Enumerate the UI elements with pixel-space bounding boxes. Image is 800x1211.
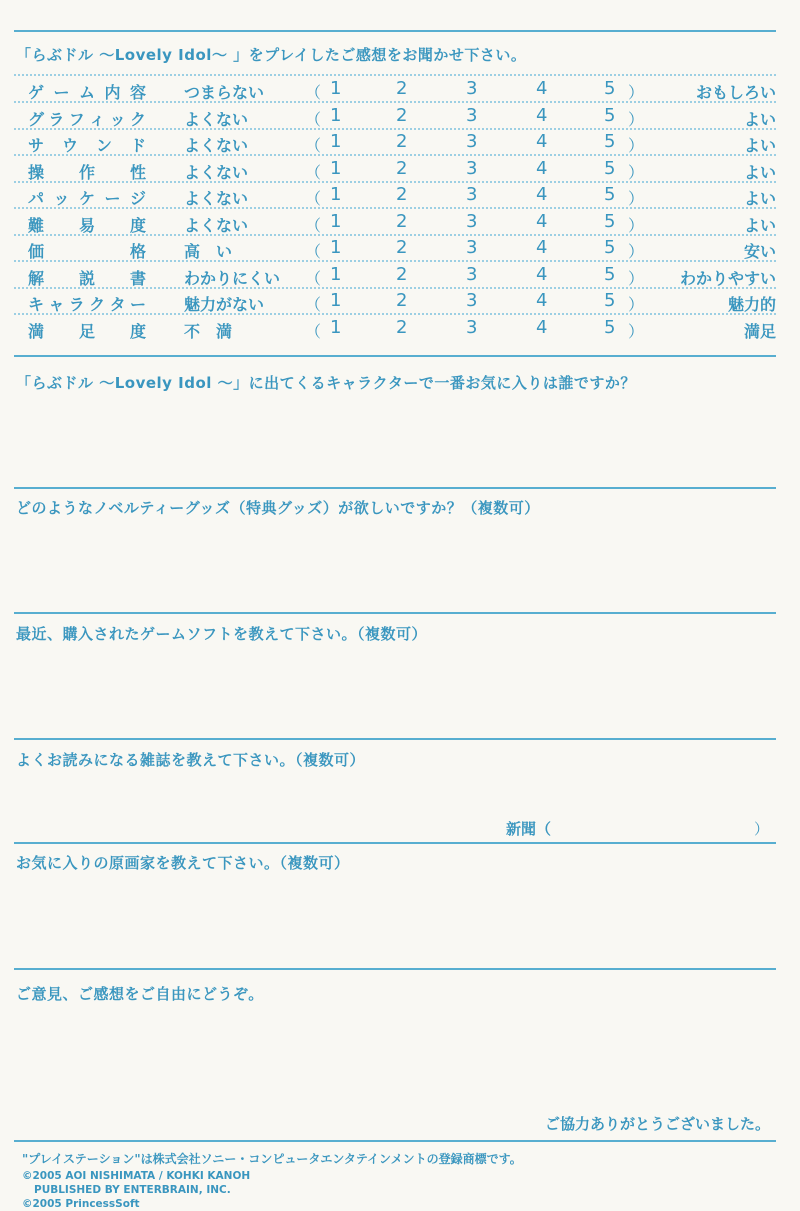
rating-row [0, 103, 800, 130]
rating-option-5[interactable]: 5 [604, 184, 616, 205]
divider-5 [14, 842, 776, 844]
paren-close: ） [628, 109, 645, 129]
rating-option-3[interactable]: 3 [466, 104, 478, 126]
paren-close: ） [628, 321, 645, 341]
paren-open: （ [305, 321, 322, 341]
rating-negative-label: よくない [184, 136, 249, 155]
rating-row [0, 288, 800, 315]
rating-negative-label: 高 い [184, 242, 233, 261]
rating-row [0, 235, 800, 262]
newspaper-label: 新聞（ [506, 820, 552, 838]
paren-open: （ [305, 295, 322, 314]
rating-option-3[interactable]: 3 [466, 290, 478, 311]
rating-option-2[interactable]: 2 [396, 237, 408, 258]
paren-close: ） [628, 162, 645, 182]
paren-close: ） [628, 83, 645, 102]
rating-category: 解 説 書 [28, 268, 146, 288]
copyright-line-3: ©2005 PrincessSoft [22, 1198, 140, 1210]
question-novelty-goods: どのようなノベルティーグッズ（特典グッズ）が欲しいですか？（複数可） [16, 499, 540, 517]
divider-3 [14, 612, 776, 614]
newspaper-close: ） [754, 820, 770, 838]
divider-6 [14, 968, 776, 970]
question-impressions: 「らぶドル 〜Lovely Idol〜 」をプレイしたご感想をお聞かせ下さい。 [16, 46, 527, 64]
rating-option-2[interactable]: 2 [396, 104, 408, 126]
rating-positive-label: よい [743, 136, 776, 155]
rating-option-5[interactable]: 5 [604, 237, 616, 258]
rating-category: 難 易 度 [28, 215, 146, 235]
rating-positive-label: 満足 [743, 321, 776, 341]
rating-option-2[interactable]: 2 [396, 290, 408, 311]
rating-category: ゲ ー ム 内 容 [28, 83, 146, 102]
rating-option-3[interactable]: 3 [466, 210, 478, 232]
rating-option-4[interactable]: 4 [536, 131, 548, 152]
rating-row [0, 182, 800, 209]
rating-option-1[interactable]: 1 [330, 210, 342, 232]
rating-option-3[interactable]: 3 [466, 263, 478, 285]
rating-option-1[interactable]: 1 [330, 316, 342, 338]
rating-category: パ ッ ケ ー ジ [28, 189, 146, 208]
rating-positive-label: よい [743, 215, 776, 235]
rating-category: 満 足 度 [28, 321, 146, 341]
paren-open: （ [305, 109, 322, 129]
divider-1 [14, 355, 776, 357]
rating-category: 価 格 [28, 242, 146, 261]
divider-2 [14, 487, 776, 489]
rating-option-3[interactable]: 3 [466, 78, 478, 99]
paren-open: （ [305, 242, 322, 261]
paren-open: （ [305, 83, 322, 102]
rating-negative-label: よくない [184, 162, 249, 182]
rating-option-2[interactable]: 2 [396, 131, 408, 152]
rating-option-1[interactable]: 1 [330, 104, 342, 126]
rating-option-3[interactable]: 3 [466, 131, 478, 152]
rating-positive-label: 魅力的 [727, 295, 776, 314]
rating-option-5[interactable]: 5 [604, 263, 616, 285]
rating-category: グ ラ フ ィ ッ ク [28, 109, 146, 129]
copyright-line-2: PUBLISHED BY ENTERBRAIN, INC. [34, 1184, 231, 1196]
rating-option-3[interactable]: 3 [466, 157, 478, 179]
rating-positive-label: 安い [743, 242, 776, 261]
rating-option-3[interactable]: 3 [466, 237, 478, 258]
thanks-message: ご協力ありがとうございました。 [544, 1115, 770, 1133]
paren-close: ） [628, 189, 645, 208]
rating-negative-label: わかりにくい [184, 268, 281, 288]
rating-row [0, 76, 800, 103]
rating-negative-label: よくない [184, 189, 249, 208]
rating-option-4[interactable]: 4 [536, 316, 548, 338]
rating-negative-label: 不 満 [184, 321, 233, 341]
rating-positive-label: よい [743, 109, 776, 129]
question-comments: ご意見、ご感想をご自由にどうぞ。 [16, 985, 264, 1003]
rating-negative-label: つまらない [184, 83, 265, 102]
rating-option-1[interactable]: 1 [330, 290, 342, 311]
rating-option-1[interactable]: 1 [330, 131, 342, 152]
rating-option-5[interactable]: 5 [604, 131, 616, 152]
paren-open: （ [305, 136, 322, 155]
rating-option-5[interactable]: 5 [604, 157, 616, 179]
rating-option-2[interactable]: 2 [396, 78, 408, 99]
rating-option-1[interactable]: 1 [330, 157, 342, 179]
paren-close: ） [628, 295, 645, 314]
rating-option-2[interactable]: 2 [396, 184, 408, 205]
question-illustrators: お気に入りの原画家を教えて下さい。（複数可） [16, 854, 350, 872]
rating-option-5[interactable]: 5 [604, 104, 616, 126]
rating-negative-label: よくない [184, 109, 249, 129]
rating-option-5[interactable]: 5 [604, 78, 616, 99]
rating-row [0, 209, 800, 236]
question-magazines: よくお読みになる雑誌を教えて下さい。（複数可） [16, 751, 366, 769]
top-divider [14, 30, 776, 32]
rating-option-3[interactable]: 3 [466, 184, 478, 205]
rating-option-5[interactable]: 5 [604, 210, 616, 232]
paren-open: （ [305, 215, 322, 235]
rating-option-1[interactable]: 1 [330, 78, 342, 99]
rating-positive-label: わかりやすい [679, 268, 776, 288]
rating-row [0, 156, 800, 183]
rating-option-2[interactable]: 2 [396, 316, 408, 338]
rating-option-1[interactable]: 1 [330, 237, 342, 258]
rating-option-4[interactable]: 4 [536, 78, 548, 99]
rating-option-1[interactable]: 1 [330, 263, 342, 285]
rating-option-2[interactable]: 2 [396, 263, 408, 285]
header-divider [14, 74, 776, 76]
paren-close: ） [628, 268, 645, 288]
rating-negative-label: よくない [184, 215, 249, 235]
rating-category: サ ウ ン ド [28, 136, 146, 155]
rating-option-4[interactable]: 4 [536, 157, 548, 179]
rating-option-3[interactable]: 3 [466, 316, 478, 338]
divider-7 [14, 1140, 776, 1142]
rating-row [0, 129, 800, 156]
rating-negative-label: 魅力がない [184, 295, 265, 314]
rating-option-4[interactable]: 4 [536, 184, 548, 205]
rating-positive-label: おもしろい [695, 83, 776, 102]
rating-category: 操 作 性 [28, 162, 146, 182]
rating-option-2[interactable]: 2 [396, 157, 408, 179]
divider-4 [14, 738, 776, 740]
paren-open: （ [305, 189, 322, 208]
trademark-notice: "プレイステーション"は株式会社ソニー・コンピュータエンタテインメントの登録商標です。 [22, 1152, 522, 1166]
rating-positive-label: よい [743, 189, 776, 208]
rating-option-4[interactable]: 4 [536, 104, 548, 126]
question-favorite-character: 「らぶドル 〜Lovely Idol 〜」に出てくるキャラクターで一番お気に入りは誰ですか？ [16, 374, 636, 392]
question-recent-games: 最近、購入されたゲームソフトを教えて下さい。（複数可） [16, 625, 428, 643]
rating-option-5[interactable]: 5 [604, 290, 616, 311]
rating-option-5[interactable]: 5 [604, 316, 616, 338]
paren-close: ） [628, 242, 645, 261]
rating-option-2[interactable]: 2 [396, 210, 408, 232]
paren-open: （ [305, 162, 322, 182]
rating-row [0, 315, 800, 342]
rating-option-1[interactable]: 1 [330, 184, 342, 205]
rating-option-4[interactable]: 4 [536, 263, 548, 285]
copyright-line-1: ©2005 AOI NISHIMATA / KOHKI KANOH [22, 1170, 251, 1182]
rating-option-4[interactable]: 4 [536, 210, 548, 232]
rating-option-4[interactable]: 4 [536, 237, 548, 258]
paren-close: ） [628, 215, 645, 235]
paren-open: （ [305, 268, 322, 288]
rating-option-4[interactable]: 4 [536, 290, 548, 311]
rating-row [0, 262, 800, 289]
paren-close: ） [628, 136, 645, 155]
rating-category: キ ャ ラ ク タ ー [28, 295, 146, 314]
rating-positive-label: よい [743, 162, 776, 182]
